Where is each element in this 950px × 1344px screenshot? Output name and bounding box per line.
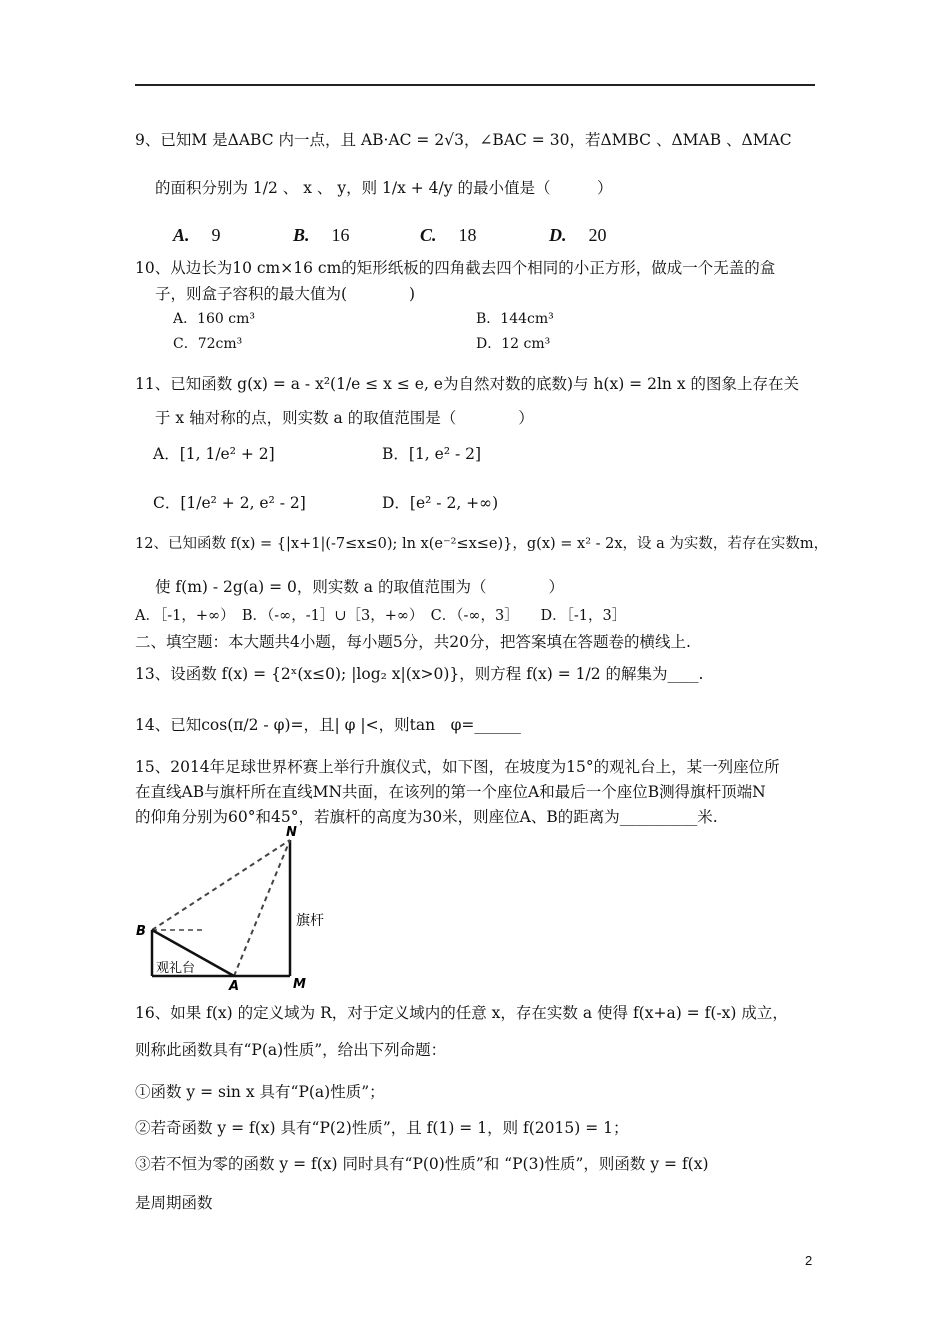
q9-option-d: D. 20 bbox=[549, 225, 607, 245]
q15-line2: 在直线AB与旗杆所在直线MN共面，在该列的第一个座位A和最后一个座位B测得旗杆顶端N bbox=[135, 783, 766, 801]
q12-line1: 12、已知函数 f(x) = {|x+1|(-7≤x≤0); ln x(e⁻²≤x≤e)}，g(x) = x² - 2x，设 a 为实数，若存在实数m， bbox=[135, 536, 829, 552]
q10-line2: 子，则盒子容积的最大值为( ) bbox=[155, 285, 416, 303]
page-number: 2 bbox=[805, 1253, 813, 1268]
q11-line2: 于 x 轴对称的点，则实数 a 的取值范围是（ ） bbox=[155, 409, 534, 427]
q10-line1: 10、从边长为10 cm×16 cm的矩形纸板的四角截去四个相同的小正方形，做成一个无盖的盒 bbox=[135, 259, 776, 277]
q13: 13、设函数 f(x) = {2ˣ(x≤0); |log₂ x|(x>0)}，则方程 f(x) = 1/2 的解集为____. bbox=[135, 665, 704, 683]
q16-item-1: ①函数 y = sin x 具有“P(a)性质”； bbox=[135, 1083, 385, 1101]
label-n: N bbox=[286, 825, 297, 840]
q10-option-d: D．12 cm³ bbox=[476, 336, 551, 352]
q15-line3: 的仰角分别为60°和45°，若旗杆的高度为30米，则座位A、B的距离为__________米. bbox=[135, 808, 718, 826]
sightline-a bbox=[234, 840, 290, 976]
label-m: M bbox=[293, 977, 306, 992]
q9-option-b: B. 16 bbox=[293, 225, 350, 245]
label-pole: 旗杆 bbox=[296, 913, 324, 929]
q11-option-c: C．[1/e² + 2, e² - 2] bbox=[153, 494, 306, 512]
q9-option-a: A. 9 bbox=[173, 225, 221, 245]
q16-item-2: ②若奇函数 y = f(x) 具有“P(2)性质”，且 f(1) = 1，则 f(2015) = 1； bbox=[135, 1119, 629, 1137]
q10-option-b: B．144cm³ bbox=[476, 311, 554, 327]
header-rule bbox=[135, 84, 815, 86]
q10-option-a: A．160 cm³ bbox=[173, 311, 256, 327]
sightline-b bbox=[152, 840, 290, 930]
label-stand: 观礼台 bbox=[156, 961, 196, 976]
label-b: B bbox=[136, 924, 146, 939]
q10-option-c: C．72cm³ bbox=[173, 336, 243, 352]
q11-line1: 11、已知函数 g(x) = a - x²(1/e ≤ x ≤ e, e为自然对数的底数)与 h(x) = 2ln x 的图象上存在关 bbox=[135, 375, 799, 393]
q12-options: A．［-1，+∞） B．（-∞，-1］∪［3，+∞） C．（-∞，3］ D．［-1，3］ bbox=[135, 608, 627, 624]
q16-item-3-cont: 是周期函数 bbox=[135, 1194, 213, 1212]
label-a: A bbox=[229, 979, 240, 992]
q12-line2: 使 f(m) - 2g(a) = 0，则实数 a 的取值范围为（ ） bbox=[155, 578, 564, 596]
q16-line2: 则称此函数具有“P(a)性质”，给出下列命题： bbox=[135, 1041, 447, 1059]
q16-item-3: ③若不恒为零的函数 y = f(x) 同时具有“P(0)性质”和 “P(3)性质”，则函数 y = f(x) bbox=[135, 1155, 709, 1173]
q16-line1: 16、如果 f(x) 的定义域为 R，对于定义域内的任意 x，存在实数 a 使得 f(x+a) = f(-x) 成立， bbox=[135, 1004, 788, 1022]
flagpole-figure bbox=[130, 822, 350, 992]
section-heading: 二、填空题：本大题共4小题，每小题5分，共20分，把答案填在答题卷的横线上. bbox=[135, 633, 691, 651]
q9-line2: 的面积分别为 1/2 、 x 、 y，则 1/x + 4/y 的最小值是（ ） bbox=[155, 179, 613, 197]
q11-option-a: A．[1, 1/e² + 2] bbox=[153, 445, 275, 463]
q9-line1: 9、已知M 是ΔABC 内一点，且 AB·AC = 2√3，∠BAC = 30，若ΔMBC 、ΔMAB 、ΔMAC bbox=[135, 131, 792, 149]
q15-line1: 15、2014年足球世界杯赛上举行升旗仪式，如下图，在坡度为15°的观礼台上，某一列座位所 bbox=[135, 758, 780, 776]
q9-option-c: C. 18 bbox=[420, 225, 477, 245]
q14: 14、已知cos(π/2 - φ)=，且| φ |<，则tan φ=______ bbox=[135, 716, 521, 734]
q11-option-d: D．[e² - 2, +∞) bbox=[382, 494, 499, 512]
q11-option-b: B．[1, e² - 2] bbox=[382, 445, 482, 463]
